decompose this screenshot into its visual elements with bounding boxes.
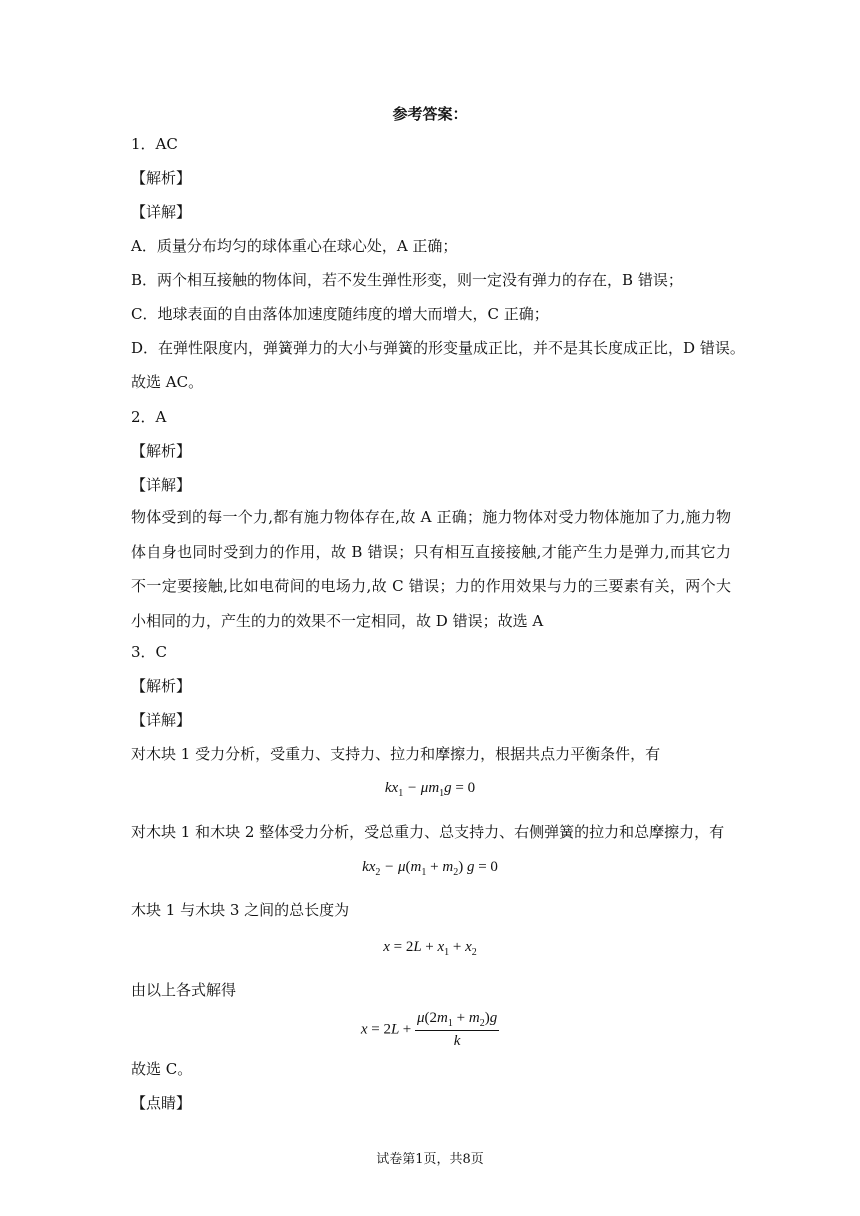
q3-text-3: 木块 1 与木块 3 之间的总长度为 [131, 901, 350, 919]
page-footer: 试卷第1页，共8页 [376, 1152, 484, 1167]
q2-analysis-tag: 【解析】 [131, 442, 192, 460]
q3-text-4: 由以上各式解得 [131, 981, 237, 999]
q3-detail-tag: 【详解】 [131, 711, 192, 729]
q3-conclusion: 故选 C。 [131, 1060, 193, 1078]
q1-conclusion: 故选 AC。 [131, 373, 204, 391]
q3-text-2: 对木块 1 和木块 2 整体受力分析，受总重力、总支持力、右侧弹簧的拉力和总摩擦力，有 [131, 823, 725, 841]
q2-detail-tag: 【详解】 [131, 476, 192, 494]
page-title: 参考答案： [392, 105, 468, 123]
equation-4: x = 2L + $\frac{\mu(2m_1 + m_2)g}{k}$ [360, 1010, 498, 1049]
q1-option-c: C．地球表面的自由落体加速度随纬度的增大而增大，C 正确； [131, 305, 549, 323]
q3-comment-tag: 【点睛】 [131, 1094, 192, 1112]
q1-option-a: A．质量分布均匀的球体重心在球心处，A 正确； [131, 237, 458, 255]
q1-option-d: D．在弹性限度内，弹簧弹力的大小与弹簧的形变量成正比，并不是其长度成正比，D 错误。 [131, 339, 745, 357]
q3-analysis-tag: 【解析】 [131, 677, 192, 695]
equation-1: $kx_1 - \mu m_1g = 0$ [384, 780, 476, 799]
q3-answer: 3．C [131, 643, 168, 661]
q2-answer: 2．A [131, 408, 167, 426]
equation-3: $x = 2L + x_1 + x_2$ [383, 939, 477, 958]
q1-answer: 1．AC [131, 135, 178, 153]
q1-option-b: B．两个相互接触的物体间，若不发生弹性形变，则一定没有弹力的存在，B 错误； [131, 271, 683, 289]
q1-analysis-tag: 【解析】 [131, 169, 192, 187]
q3-text-1: 对木块 1 受力分析，受重力、支持力、拉力和摩擦力，根据共点力平衡条件，有 [131, 745, 661, 763]
equation-2: $kx_2 - \mu(m_1 + m_2) g = 0$ [362, 859, 498, 878]
q2-explanation: 物体受到的每一个力,都有施力物体存在,故 A 正确；施力物体对受力物体施加了力,施力物体自身也同时受到力的作用，故 B 错误；只有相互直接接触,才能产生力是弹力,而其它力不一定要接触,比如电荷间的电场力,故 C 错误；力的作用效果与力的三要素有关，两个大小相同的力，产生的力的效果不一定相同，故 D 错误；故选 A [131, 508, 731, 630]
q1-detail-tag: 【详解】 [131, 203, 192, 221]
